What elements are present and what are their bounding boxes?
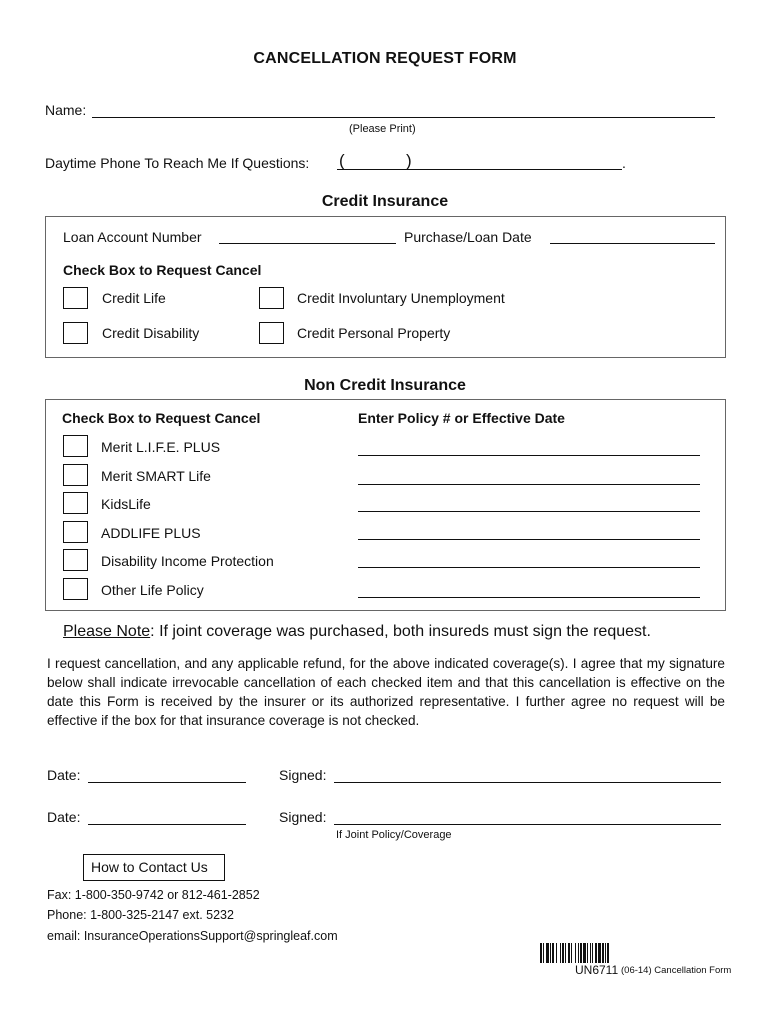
addlife-plus-policy-field[interactable] <box>358 539 700 540</box>
merit-smart-life-checkbox[interactable] <box>63 464 88 486</box>
noncredit-insurance-title: Non Credit Insurance <box>304 377 466 394</box>
name-label: Name: <box>45 102 87 118</box>
other-life-label: Other Life Policy <box>101 582 204 598</box>
credit-property-label: Credit Personal Property <box>297 325 451 341</box>
please-print-hint: (Please Print) <box>349 123 416 135</box>
merit-life-plus-checkbox[interactable] <box>63 435 88 457</box>
please-note-text: If joint coverage was purchased, both insureds must sign the request. <box>159 623 651 640</box>
date-label-1: Date: <box>47 767 81 783</box>
phone-period: . <box>622 155 626 171</box>
purchase-date-field[interactable] <box>550 243 715 244</box>
kidslife-checkbox[interactable] <box>63 492 88 514</box>
form-code: UN6711 <box>575 963 619 977</box>
loan-account-label: Loan Account Number <box>63 229 202 245</box>
contact-fax: Fax: 1-800-350-9742 or 812-461-2852 <box>47 888 260 902</box>
credit-check-heading: Check Box to Request Cancel <box>63 262 262 278</box>
phone-label: Daytime Phone To Reach Me If Questions: <box>45 155 310 171</box>
purchase-date-label: Purchase/Loan Date <box>404 229 532 245</box>
merit-life-plus-policy-field[interactable] <box>358 455 700 456</box>
credit-insurance-title: Credit Insurance <box>321 193 449 210</box>
merit-smart-life-policy-field[interactable] <box>358 484 700 485</box>
kidslife-policy-field[interactable] <box>358 511 700 512</box>
credit-unemployment-checkbox[interactable] <box>259 287 284 309</box>
credit-property-checkbox[interactable] <box>259 322 284 344</box>
other-life-policy-field[interactable] <box>358 597 700 598</box>
disability-income-policy-field[interactable] <box>358 567 700 568</box>
contact-heading: How to Contact Us <box>91 859 208 875</box>
addlife-plus-checkbox[interactable] <box>63 521 88 543</box>
joint-coverage-hint: If Joint Policy/Coverage <box>336 829 452 841</box>
credit-unemployment-label: Credit Involuntary Unemployment <box>297 290 505 306</box>
merit-life-plus-label: Merit L.I.F.E. PLUS <box>101 439 221 455</box>
signed-label-1: Signed: <box>279 767 327 783</box>
contact-email: email: InsuranceOperationsSupport@springleaf.com <box>47 929 338 943</box>
phone-field[interactable] <box>337 169 622 170</box>
form-title: CANCELLATION REQUEST FORM <box>253 50 517 67</box>
phone-open-paren: ( <box>339 151 345 170</box>
name-field[interactable] <box>92 117 715 118</box>
kidslife-label: KidsLife <box>101 496 151 512</box>
credit-life-label: Credit Life <box>102 290 166 306</box>
policy-heading: Enter Policy # or Effective Date <box>358 410 565 426</box>
please-note <box>63 623 651 641</box>
phone-close-paren: ) <box>406 151 412 170</box>
addlife-plus-label: ADDLIFE PLUS <box>101 525 201 541</box>
credit-disability-label: Credit Disability <box>102 325 200 341</box>
contact-phone: Phone: 1-800-325-2147 ext. 5232 <box>47 908 234 922</box>
agreement-text: I request cancellation, and any applicable refund, for the above indicated coverage(s). I agree that my signature below shall indicate irrevocable cancellation of each checked item and that this cancellation is effective on the date this Form is received by the insurer or its authorized representative. I further agree no request will be effective if the box for that insurance coverage is not checked. <box>47 656 725 728</box>
merit-smart-life-label: Merit SMART Life <box>101 468 211 484</box>
date-field-2[interactable] <box>88 824 246 825</box>
credit-life-checkbox[interactable] <box>63 287 88 309</box>
credit-disability-checkbox[interactable] <box>63 322 88 344</box>
date-label-2: Date: <box>47 809 81 825</box>
disability-income-checkbox[interactable] <box>63 549 88 571</box>
date-field-1[interactable] <box>88 782 246 783</box>
other-life-checkbox[interactable] <box>63 578 88 600</box>
signed-label-2: Signed: <box>279 809 327 825</box>
signature-field-1[interactable] <box>334 782 721 783</box>
please-note-label: Please Note <box>63 623 151 640</box>
form-date: (06-14) Cancellation Form <box>621 965 732 976</box>
noncredit-check-heading: Check Box to Request Cancel <box>62 410 261 426</box>
please-note-colon: : <box>150 623 155 640</box>
disability-income-label: Disability Income Protection <box>101 553 274 569</box>
loan-account-field[interactable] <box>219 243 396 244</box>
signature-field-2[interactable] <box>334 824 721 825</box>
